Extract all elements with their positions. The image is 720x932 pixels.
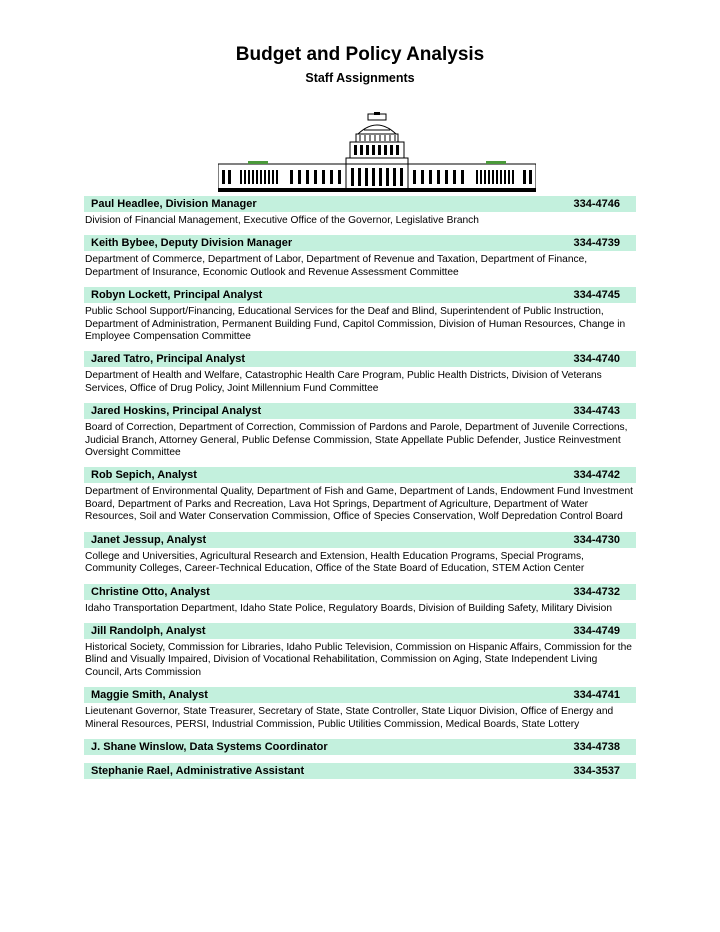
staff-name: Jared Tatro, Principal Analyst <box>91 353 246 366</box>
staff-assignments: Division of Financial Management, Executive Office of the Governor, Legislative Branch <box>85 215 479 226</box>
staff-name: Paul Headlee, Division Manager <box>91 198 257 210</box>
staff-assignments: Public School Support/Financing, Educational Services for the Deaf and Blind, Superintendent of Public Instruction, Department of Administration, Permanent Building Fund, Capitol Commission, Division of Human Resources, Change in Employee Compensation Committee <box>85 306 626 343</box>
staff-phone: 334-4741 <box>573 689 620 702</box>
staff-assignments: Lieutenant Governor, State Treasurer, Secretary of State, State Controller, State Liquor Division, Office of Energy and Mineral Resources, PERSI, Industrial Commission, Public Utilities Commission, Medical Boards, State Lottery <box>85 706 614 730</box>
staff-entry <box>84 623 636 679</box>
staff-entry <box>84 584 636 615</box>
staff-list <box>84 196 636 787</box>
staff-phone: 334-4742 <box>573 469 620 482</box>
staff-phone: 334-4732 <box>573 585 620 598</box>
staff-entry <box>84 287 636 343</box>
staff-entry <box>84 687 636 731</box>
staff-name: Christine Otto, Analyst <box>91 585 210 598</box>
staff-name: J. Shane Winslow, Data Systems Coordinator <box>91 740 328 753</box>
staff-header-bar <box>84 351 636 367</box>
staff-name: Rob Sepich, Analyst <box>91 469 197 482</box>
staff-header-bar <box>84 467 636 483</box>
staff-name: Janet Jessup, Analyst <box>91 533 207 546</box>
staff-name: Jared Hoskins, Principal Analyst <box>91 405 262 418</box>
staff-phone: 334-4738 <box>573 740 620 753</box>
staff-phone: 334-4749 <box>573 624 620 637</box>
staff-header-bar <box>84 196 636 212</box>
staff-assignments: Board of Correction, Department of Correction, Commission of Pardons and Parole, Department of Juvenile Corrections, Judicial Branch, Attorney General, Public Defense Commission, State Appellate Public Defender, Justice Reinvestment Oversight Committee <box>85 422 628 459</box>
staff-header-bar <box>84 532 636 548</box>
page-subtitle: Staff Assignments <box>305 71 415 85</box>
page-title: Budget and Policy Analysis <box>235 44 485 65</box>
staff-assignments: College and Universities, Agricultural Research and Extension, Health Education Programs, Special Programs, Community Colleges, Career-Technical Education, Office of the State Board of Education, STEM Action Center <box>85 550 585 575</box>
staff-entry <box>84 532 636 576</box>
staff-header-bar <box>84 763 636 779</box>
staff-name: Robyn Lockett, Principal Analyst <box>91 289 263 302</box>
staff-entry <box>84 467 636 523</box>
staff-name: Stephanie Rael, Administrative Assistant <box>91 764 305 777</box>
staff-entry <box>84 235 636 279</box>
staff-name: Keith Bybee, Deputy Division Manager <box>91 237 293 250</box>
staff-phone: 334-4730 <box>573 533 620 546</box>
staff-phone: 334-4746 <box>573 198 620 210</box>
staff-phone: 334-4745 <box>573 289 620 302</box>
staff-assignments: Department of Environmental Quality, Department of Fish and Game, Department of Lands, Endowment Fund Investment Board, Department of Parks and Recreation, Lava Hot Springs, Department of Agriculture, Department of Water Resources, Soil and Water Conservation Commission, Office of Species Conservation, Wolf Depredation Control Board <box>85 486 633 523</box>
staff-phone: 334-4739 <box>573 237 620 250</box>
staff-assignments: Department of Commerce, Department of Labor, Department of Revenue and Taxation, Department of Finance, Department of Insurance, Economic Outlook and Revenue Assessment Committee <box>85 254 588 278</box>
staff-header-bar <box>84 739 636 755</box>
staff-name: Jill Randolph, Analyst <box>91 624 206 637</box>
staff-entry <box>84 403 636 459</box>
staff-header-bar <box>84 287 636 303</box>
staff-entry <box>84 763 636 779</box>
staff-phone: 334-4740 <box>573 353 620 366</box>
staff-header-bar <box>84 584 636 600</box>
staff-assignments: Department of Health and Welfare, Catastrophic Health Care Program, Public Health Districts, Division of Veterans Services, Office of Drug Policy, Joint Millennium Fund Committee <box>85 370 602 394</box>
staff-header-bar <box>84 623 636 639</box>
staff-assignments: Idaho Transportation Department, Idaho State Police, Regulatory Boards, Division of Building Safety, Military Division <box>85 602 612 614</box>
staff-phone: 334-3537 <box>573 764 620 777</box>
staff-name: Maggie Smith, Analyst <box>91 689 208 702</box>
staff-header-bar <box>84 235 636 251</box>
staff-phone: 334-4743 <box>573 405 620 418</box>
staff-header-bar <box>84 687 636 703</box>
staff-header-bar <box>84 403 636 419</box>
staff-entry <box>84 739 636 755</box>
staff-entry <box>84 351 636 395</box>
capitol-building-icon <box>218 112 536 192</box>
staff-assignments: Historical Society, Commission for Libraries, Idaho Public Television, Commission on Hispanic Affairs, Commission for the Blind and Visually Impaired, Division of Vocational Rehabilitation, Commission on Aging, State Independent Living Council, Arts Commission <box>85 641 632 678</box>
staff-entry <box>84 196 636 227</box>
